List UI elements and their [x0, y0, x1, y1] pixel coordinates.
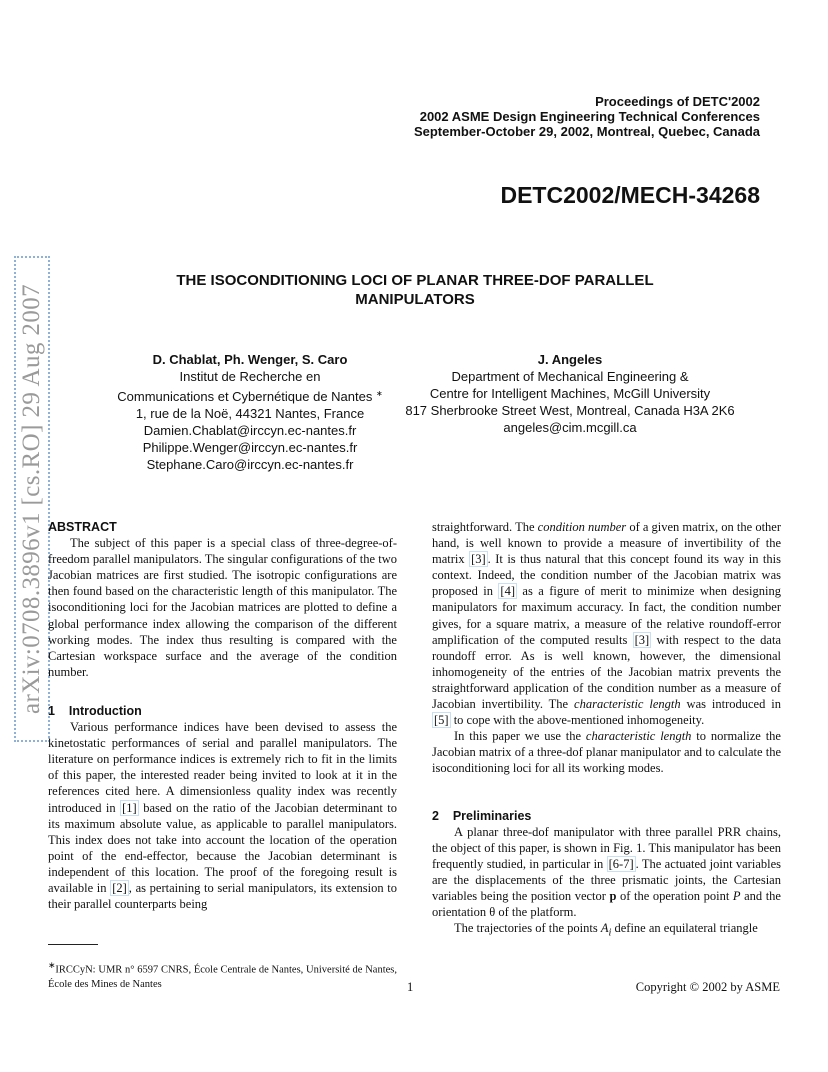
affiliation-line-2: Communications et Cybernétique de Nantes ∗: [117, 389, 383, 404]
document-id: DETC2002/MECH-34268: [500, 182, 760, 208]
intro-paragraph: Various performance indices have been devised to assess the kinetostatic performances of serial and parallel manipulators. The literature on performance indices is extremely rich to fit in the limits of this paper, the interested reader being invited to look at it in the references cited here. A dimensionless quality index was recently introduced in [1] based on the ratio of the Jacobian determinant to its maximum absolute value, as applicable to parallel manipulators. This index does not take into account the location of the operation point of the end-effector, because the Jacobian determinant is independent of this location. The proof of the foregoing result is available in [2] , as pertaining to serial manipulators, its extension to their parallel counterparts being: [48, 720, 397, 912]
right-column: [432, 519, 781, 942]
footnote: ∗IRCCyN: UMR n° 6597 CNRS, École Centrale de Nantes, Université de Nantes, École des Mines de Nantes: [48, 960, 397, 990]
author-email: Damien.Chablat@irccyn.ec-nantes.fr: [143, 423, 357, 438]
affiliation-address: 817 Sherbrooke Street West, Montreal, Canada H3A 2K6: [405, 403, 735, 418]
left-column: [48, 519, 397, 912]
abstract-heading: ABSTRACT: [48, 520, 117, 534]
title-line-1: THE ISOCONDITIONING LOCI OF PLANAR THREE-DOF PARALLEL: [176, 272, 654, 289]
citation-link[interactable]: [1]: [122, 800, 137, 815]
author-block-right: [400, 351, 740, 436]
affiliation-line-2: Centre for Intelligent Machines, McGill University: [429, 386, 711, 401]
footnote-rule: [48, 944, 98, 945]
intro-continued-paragraph: straightforward. The condition number of a given matrix, on the other hand, is well known to provide a measure of invertibility of the matrix [3] . It is thus natural that this concept found its way in this context. Indeed, the condition number of the Jacobian matrix was proposed in [4] as a figure of merit to minimize when designing manipulators for maximum accuracy. In fact, the condition number gives, for a square matrix, a measure of the relative roundoff-error amplification of the computed results [3] with respect to the data roundoff error. As is well known, however, the dimensional inhomogeneity of the entries of the Jacobian matrix prevents the straightforward application of the condition number as a measure of Jacobian invertibility. The characteristic length was introduced in [5] to cope with the above-mentioned inhomogeneity.: [432, 520, 782, 728]
title-line-2: MANIPULATORS: [355, 291, 475, 308]
header-line-2: 2002 ASME Design Engineering Technical Conferences: [419, 109, 760, 124]
preliminaries-paragraph: A planar three-dof manipulator with three parallel PRR chains, the object of this paper, is shown in Fig. 1. This manipulator has been frequently studied, in particular in [6-7] . The actuated joint variables are the displacements of the three prismatic joints, the Cartesian variables being the position vector p of the operation point P and the orientation θ of the platform.: [432, 824, 782, 920]
proceedings-header: [414, 94, 760, 139]
affiliation-line-1: Department of Mechanical Engineering &: [451, 369, 689, 384]
citation-link[interactable]: [5]: [434, 713, 449, 728]
citation-link[interactable]: [6-7]: [608, 856, 634, 871]
citation-link[interactable]: [4]: [500, 584, 515, 599]
affiliation-address: 1, rue de la Noë, 44321 Nantes, France: [135, 406, 365, 421]
author-names-right: J. Angeles: [537, 352, 603, 367]
page-number: 1: [407, 980, 414, 994]
citation-link[interactable]: [3]: [471, 552, 486, 567]
section-heading-preliminaries: 2 Preliminaries: [432, 808, 532, 823]
author-block-left: [100, 351, 400, 473]
paper-title: [90, 271, 740, 309]
section-heading-introduction: 1 Introduction: [48, 703, 142, 718]
copyright-notice: Copyright © 2002 by ASME: [635, 980, 780, 994]
arxiv-stamp-wrapper: [14, 256, 50, 742]
author-names-left: D. Chablat, Ph. Wenger, S. Caro: [152, 352, 348, 367]
abstract-text: The subject of this paper is a special class of three-degree-of-freedom parallel manipulators. The singular configurations of the two Jacobian matrices are first studied. The isotropic configurations are then found based on the characteristic length of this manipulator. The isoconditioning loci for the Jacobian matrices are plotted to define a global performance index allowing the comparison of the different working modes. The index thus resulting is compared with the Cartesian workspace surface and the average of the condition number.: [48, 536, 397, 679]
author-email: angeles@cim.mcgill.ca: [503, 420, 637, 435]
author-email: Philippe.Wenger@irccyn.ec-nantes.fr: [142, 440, 358, 455]
footnote-marker: ∗: [48, 960, 56, 970]
citation-link[interactable]: [2]: [112, 880, 127, 895]
citation-link[interactable]: [3]: [634, 632, 650, 647]
intro-paragraph: In this paper we use the characteristic length to normalize the Jacobian matrix of a three-dof planar manipulator and to calculate the isoconditioning loci for all its working modes.: [432, 729, 781, 776]
header-line-3: September-October 29, 2002, Montreal, Quebec, Canada: [413, 124, 760, 139]
affiliation-line-1: Institut de Recherche en: [179, 369, 321, 384]
arxiv-stamp[interactable]: arXiv:0708.3896v1 [cs.RO] 29 Aug 2007: [14, 256, 50, 742]
footnote-marker[interactable]: ∗: [376, 389, 383, 398]
preliminaries-paragraph: The trajectories of the points $A_i$ define an equilateral triangle: [454, 921, 758, 939]
author-email: Stephane.Caro@irccyn.ec-nantes.fr: [146, 457, 354, 472]
header-line-1: Proceedings of DETC'2002: [595, 94, 760, 109]
